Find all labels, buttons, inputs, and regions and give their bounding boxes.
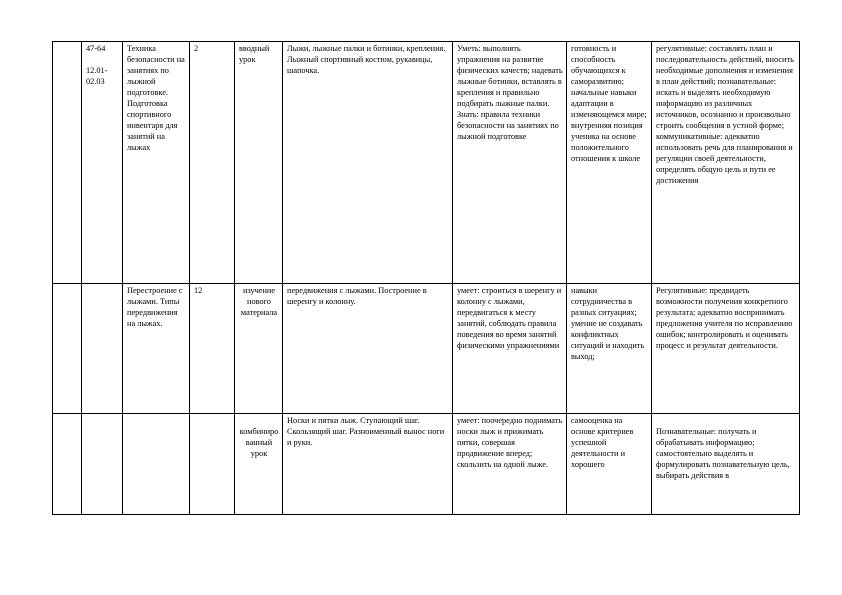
cell-meta-results: регулятивные: составлять план и последовательность действий, вносить необходимые дополнения и изменения в план действий; познавательные: искать и выделять необходимую информацию из различных источников, осознанно и произвольно строить сообщения в устной форме; коммуникативные: адекватно использовать речь для планирования и регуляции своей деятельности, определять общую цель и пути ее достижения bbox=[652, 42, 800, 284]
lesson-dates: 12.01- 02.03 bbox=[86, 66, 108, 87]
cell-lesson-type: комбинированный урок bbox=[235, 414, 283, 515]
cell-content: передвижения с лыжами. Построение в шеренгу и колонну. bbox=[283, 284, 453, 414]
cell-content: Лыжи, лыжные палки и ботинки, крепления. Лыжный спортивный костюм, рукавицы, шапочка. bbox=[283, 42, 453, 284]
cell-hours: 12 bbox=[190, 284, 235, 414]
cell-meta-results: Регулятивные: предвидеть возможности получения конкретного результата; адекватно воспринимать предложения учителя по исправлению ошибок; контролировать и оценивать процесс и результат деятельности. bbox=[652, 284, 800, 414]
table-row bbox=[53, 42, 800, 284]
cell-lessons-dates bbox=[82, 284, 123, 414]
cell-personal-results: навыки сотрудничества в разных ситуациях; умение не создавать конфликтных ситуаций и находить выход; bbox=[567, 284, 652, 414]
cell-num bbox=[53, 284, 82, 414]
cell-topic bbox=[123, 414, 190, 515]
cell-topic: Техника безопасности на занятиях по лыжной подготовке. Подготовка спортивного инвентаря для занятий на лыжах bbox=[123, 42, 190, 284]
lesson-numbers: 47-64 bbox=[86, 44, 106, 53]
lesson-plan-table bbox=[52, 41, 800, 515]
cell-personal-results: самооценка на основе критериев успешной деятельности и хорошего bbox=[567, 414, 652, 515]
cell-num bbox=[53, 414, 82, 515]
cell-lessons-dates bbox=[82, 42, 123, 284]
cell-content: Носки и пятки лыж. Ступающий шаг. Скользящий шаг. Разноименный вынос ноги и руки. bbox=[283, 414, 453, 515]
cell-subject-results: Уметь: выполнять упражнения на развитие физических качеств; надевать лыжные ботинки, вставлять в крепления и правильно подбирать лыжные палки. Знать: правила техники безопасности на занятиях по лыжной подготовке bbox=[453, 42, 567, 284]
table-row bbox=[53, 414, 800, 515]
cell-subject-results: умеет: строиться в шеренгу и колонну с лыжами, передвигаться к месту занятий, соблюдать правила поведения во время занятий физическими упражнениями bbox=[453, 284, 567, 414]
cell-lessons-dates bbox=[82, 414, 123, 515]
cell-personal-results: готовность и способность обучающихся к саморазвитию; начальные навыки адаптации в изменяющемся мире; внутренняя позиция ученика на основе положительного отношения к школе bbox=[567, 42, 652, 284]
cell-hours bbox=[190, 414, 235, 515]
cell-subject-results: умеет: поочередно поднимать носки лыж и прижимать пятки, совершая продвижение вперед; скользить на одной лыже. bbox=[453, 414, 567, 515]
cell-topic: Перестроение с лыжами. Типы передвижения на лыжах. bbox=[123, 284, 190, 414]
cell-meta-results: Познавательные: получать и обрабатывать информацию; самостоятельно выделять и формулировать познавательную цель, выбирать действия в bbox=[652, 414, 800, 515]
cell-hours: 2 bbox=[190, 42, 235, 284]
cell-lesson-type: вводный урок bbox=[235, 42, 283, 284]
cell-num bbox=[53, 42, 82, 284]
table-row bbox=[53, 284, 800, 414]
cell-lesson-type: изучение нового материала bbox=[235, 284, 283, 414]
